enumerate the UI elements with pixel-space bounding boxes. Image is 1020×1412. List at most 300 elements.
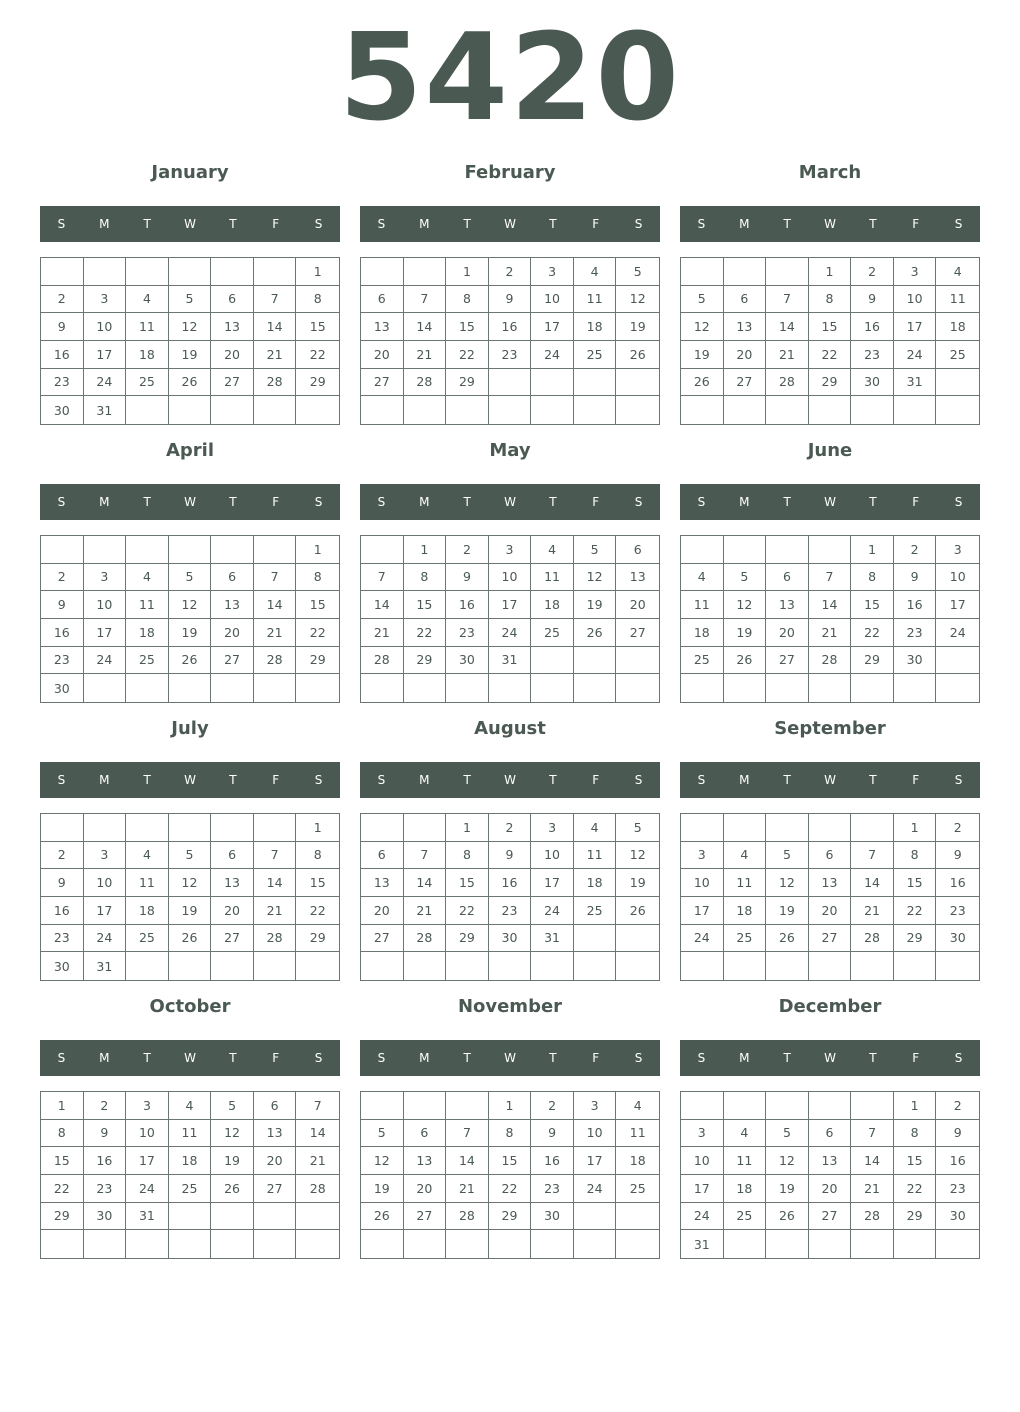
day-cell: 16 xyxy=(41,897,84,925)
day-cell: 18 xyxy=(126,897,169,925)
day-cell: 9 xyxy=(531,1120,574,1148)
weekday-label: T xyxy=(549,495,557,509)
empty-day-cell xyxy=(211,1203,254,1231)
day-cell: 13 xyxy=(404,1147,447,1175)
weekday-header xyxy=(680,206,980,242)
empty-day-cell xyxy=(766,1092,809,1120)
day-cell: 22 xyxy=(489,1175,532,1203)
day-cell: 26 xyxy=(724,647,767,675)
empty-day-cell xyxy=(894,674,937,702)
day-cell: 9 xyxy=(936,1120,979,1148)
weekday-label: S xyxy=(634,1051,643,1065)
empty-day-cell xyxy=(446,674,489,702)
day-cell: 22 xyxy=(446,897,489,925)
day-cell: 25 xyxy=(126,647,169,675)
day-cell: 29 xyxy=(296,925,339,953)
empty-day-cell xyxy=(41,1230,84,1258)
day-cell: 29 xyxy=(809,369,852,397)
month-name: October xyxy=(149,996,231,1017)
empty-day-cell xyxy=(41,814,84,842)
weekday-label: S xyxy=(634,495,643,509)
day-cell: 22 xyxy=(296,619,339,647)
day-cell: 16 xyxy=(41,341,84,369)
day-cell: 29 xyxy=(489,1203,532,1231)
day-cell: 15 xyxy=(851,591,894,619)
day-grid xyxy=(360,813,660,981)
weekday-label: W xyxy=(504,217,516,231)
day-cell: 4 xyxy=(681,564,724,592)
day-cell: 20 xyxy=(809,897,852,925)
day-cell: 15 xyxy=(446,869,489,897)
day-cell: 28 xyxy=(254,369,297,397)
day-cell: 11 xyxy=(574,286,617,314)
empty-day-cell xyxy=(84,674,127,702)
empty-day-cell xyxy=(84,1230,127,1258)
day-cell: 13 xyxy=(211,869,254,897)
weekday-header xyxy=(680,762,980,798)
day-cell: 25 xyxy=(531,619,574,647)
empty-day-cell xyxy=(126,674,169,702)
empty-day-cell xyxy=(169,536,212,564)
year-title: 5420 xyxy=(339,9,681,148)
weekday-label: T xyxy=(783,773,791,787)
day-cell: 28 xyxy=(851,1203,894,1231)
day-cell: 17 xyxy=(84,341,127,369)
empty-day-cell xyxy=(361,674,404,702)
empty-day-cell xyxy=(616,369,659,397)
day-cell: 15 xyxy=(809,313,852,341)
empty-day-cell xyxy=(254,1203,297,1231)
day-cell: 20 xyxy=(254,1147,297,1175)
weekday-label: T xyxy=(229,495,237,509)
day-cell: 10 xyxy=(936,564,979,592)
day-cell: 9 xyxy=(489,286,532,314)
day-cell: 8 xyxy=(894,842,937,870)
empty-day-cell xyxy=(296,1203,339,1231)
day-cell: 9 xyxy=(84,1120,127,1148)
day-cell: 27 xyxy=(211,647,254,675)
empty-day-cell xyxy=(574,925,617,953)
day-cell: 4 xyxy=(574,814,617,842)
day-cell: 27 xyxy=(809,1203,852,1231)
day-cell: 2 xyxy=(894,536,937,564)
month-name: August xyxy=(474,718,546,739)
day-cell: 6 xyxy=(809,1120,852,1148)
day-cell: 6 xyxy=(361,286,404,314)
day-cell: 27 xyxy=(254,1175,297,1203)
day-cell: 16 xyxy=(84,1147,127,1175)
weekday-label: T xyxy=(463,773,471,787)
empty-day-cell xyxy=(616,952,659,980)
empty-day-cell xyxy=(254,396,297,424)
day-cell: 20 xyxy=(361,341,404,369)
weekday-label: S xyxy=(314,1051,323,1065)
empty-day-cell xyxy=(724,1092,767,1120)
empty-day-cell xyxy=(616,1230,659,1258)
day-cell: 17 xyxy=(531,313,574,341)
weekday-label: F xyxy=(912,773,920,787)
day-cell: 3 xyxy=(84,286,127,314)
empty-day-cell xyxy=(361,396,404,424)
day-cell: 22 xyxy=(851,619,894,647)
day-cell: 11 xyxy=(936,286,979,314)
day-cell: 15 xyxy=(489,1147,532,1175)
day-cell: 1 xyxy=(296,258,339,286)
empty-day-cell xyxy=(574,369,617,397)
weekday-label: S xyxy=(954,773,963,787)
day-cell: 13 xyxy=(211,313,254,341)
day-cell: 5 xyxy=(616,814,659,842)
empty-day-cell xyxy=(361,814,404,842)
day-cell: 28 xyxy=(254,925,297,953)
empty-day-cell xyxy=(126,1230,169,1258)
day-cell: 5 xyxy=(169,842,212,870)
day-cell: 25 xyxy=(681,647,724,675)
day-cell: 21 xyxy=(851,1175,894,1203)
day-cell: 10 xyxy=(531,286,574,314)
day-cell: 22 xyxy=(296,341,339,369)
day-cell: 14 xyxy=(851,1147,894,1175)
weekday-label: S xyxy=(57,1051,66,1065)
day-cell: 6 xyxy=(404,1120,447,1148)
day-cell: 4 xyxy=(724,842,767,870)
day-cell: 11 xyxy=(169,1120,212,1148)
day-cell: 8 xyxy=(296,842,339,870)
day-cell: 11 xyxy=(681,591,724,619)
day-cell: 31 xyxy=(84,396,127,424)
day-cell: 22 xyxy=(404,619,447,647)
day-cell: 2 xyxy=(41,842,84,870)
day-cell: 8 xyxy=(809,286,852,314)
day-cell: 30 xyxy=(41,952,84,980)
day-cell: 14 xyxy=(254,591,297,619)
empty-day-cell xyxy=(681,536,724,564)
empty-day-cell xyxy=(254,814,297,842)
day-cell: 1 xyxy=(851,536,894,564)
day-cell: 24 xyxy=(936,619,979,647)
weekday-label: T xyxy=(143,495,151,509)
day-cell: 12 xyxy=(766,1147,809,1175)
weekday-header xyxy=(360,484,660,520)
day-cell: 20 xyxy=(809,1175,852,1203)
weekday-label: S xyxy=(57,773,66,787)
day-cell: 7 xyxy=(404,842,447,870)
day-cell: 1 xyxy=(489,1092,532,1120)
weekday-label: W xyxy=(504,773,516,787)
day-cell: 13 xyxy=(809,1147,852,1175)
day-cell: 27 xyxy=(211,925,254,953)
day-cell: 16 xyxy=(489,313,532,341)
weekday-label: T xyxy=(229,217,237,231)
day-cell: 6 xyxy=(211,842,254,870)
day-cell: 19 xyxy=(169,897,212,925)
empty-day-cell xyxy=(169,814,212,842)
day-cell: 26 xyxy=(681,369,724,397)
empty-day-cell xyxy=(404,1230,447,1258)
day-cell: 14 xyxy=(809,591,852,619)
day-cell: 7 xyxy=(766,286,809,314)
empty-day-cell xyxy=(404,674,447,702)
day-cell: 24 xyxy=(84,925,127,953)
empty-day-cell xyxy=(404,1092,447,1120)
day-cell: 12 xyxy=(211,1120,254,1148)
day-cell: 18 xyxy=(574,869,617,897)
day-cell: 27 xyxy=(361,925,404,953)
day-cell: 8 xyxy=(296,564,339,592)
day-cell: 8 xyxy=(446,286,489,314)
weekday-label: W xyxy=(824,217,836,231)
day-cell: 26 xyxy=(616,897,659,925)
empty-day-cell xyxy=(851,1230,894,1258)
empty-day-cell xyxy=(724,814,767,842)
day-cell: 19 xyxy=(616,869,659,897)
day-cell: 15 xyxy=(296,313,339,341)
day-cell: 2 xyxy=(936,1092,979,1120)
weekday-label: W xyxy=(184,495,196,509)
empty-day-cell xyxy=(361,536,404,564)
empty-day-cell xyxy=(254,258,297,286)
empty-day-cell xyxy=(809,536,852,564)
empty-day-cell xyxy=(809,396,852,424)
day-cell: 28 xyxy=(361,647,404,675)
empty-day-cell xyxy=(574,647,617,675)
weekday-label: T xyxy=(463,1051,471,1065)
empty-day-cell xyxy=(851,1092,894,1120)
empty-day-cell xyxy=(169,674,212,702)
empty-day-cell xyxy=(724,674,767,702)
day-cell: 16 xyxy=(936,869,979,897)
empty-day-cell xyxy=(126,814,169,842)
day-cell: 22 xyxy=(446,341,489,369)
day-cell: 21 xyxy=(254,897,297,925)
empty-day-cell xyxy=(936,674,979,702)
day-cell: 9 xyxy=(446,564,489,592)
day-cell: 24 xyxy=(84,647,127,675)
weekday-label: T xyxy=(783,1051,791,1065)
day-cell: 4 xyxy=(616,1092,659,1120)
weekday-label: F xyxy=(592,773,600,787)
day-cell: 10 xyxy=(126,1120,169,1148)
weekday-header xyxy=(680,1040,980,1076)
day-cell: 14 xyxy=(296,1120,339,1148)
empty-day-cell xyxy=(211,1230,254,1258)
day-cell: 19 xyxy=(211,1147,254,1175)
day-cell: 3 xyxy=(84,842,127,870)
day-cell: 11 xyxy=(531,564,574,592)
empty-day-cell xyxy=(531,369,574,397)
month-name: April xyxy=(165,440,215,461)
weekday-label: W xyxy=(824,773,836,787)
empty-day-cell xyxy=(766,258,809,286)
weekday-label: T xyxy=(869,495,877,509)
weekday-label: M xyxy=(739,217,750,231)
day-cell: 14 xyxy=(361,591,404,619)
weekday-label: T xyxy=(783,495,791,509)
weekday-label: W xyxy=(824,495,836,509)
empty-day-cell xyxy=(809,814,852,842)
day-cell: 17 xyxy=(574,1147,617,1175)
weekday-label: W xyxy=(504,495,516,509)
day-cell: 2 xyxy=(489,258,532,286)
day-cell: 20 xyxy=(616,591,659,619)
day-cell: 20 xyxy=(211,897,254,925)
day-cell: 30 xyxy=(41,396,84,424)
day-cell: 17 xyxy=(84,619,127,647)
empty-day-cell xyxy=(361,952,404,980)
day-cell: 4 xyxy=(126,286,169,314)
day-cell: 10 xyxy=(84,591,127,619)
empty-day-cell xyxy=(254,536,297,564)
weekday-label: S xyxy=(697,1051,706,1065)
day-cell: 10 xyxy=(894,286,937,314)
day-cell: 20 xyxy=(766,619,809,647)
empty-day-cell xyxy=(126,396,169,424)
empty-day-cell xyxy=(616,647,659,675)
day-cell: 10 xyxy=(574,1120,617,1148)
weekday-label: S xyxy=(57,495,66,509)
day-cell: 25 xyxy=(126,925,169,953)
day-cell: 24 xyxy=(681,925,724,953)
empty-day-cell xyxy=(489,674,532,702)
empty-day-cell xyxy=(446,1230,489,1258)
day-cell: 6 xyxy=(809,842,852,870)
weekday-header xyxy=(40,206,340,242)
empty-day-cell xyxy=(169,258,212,286)
day-cell: 30 xyxy=(84,1203,127,1231)
day-cell: 18 xyxy=(616,1147,659,1175)
weekday-label: T xyxy=(869,773,877,787)
day-cell: 5 xyxy=(169,286,212,314)
weekday-label: F xyxy=(912,495,920,509)
day-cell: 31 xyxy=(126,1203,169,1231)
day-cell: 12 xyxy=(169,591,212,619)
day-cell: 29 xyxy=(851,647,894,675)
day-cell: 8 xyxy=(894,1120,937,1148)
empty-day-cell xyxy=(616,396,659,424)
day-cell: 11 xyxy=(574,842,617,870)
weekday-label: M xyxy=(99,217,110,231)
day-cell: 13 xyxy=(254,1120,297,1148)
day-cell: 23 xyxy=(894,619,937,647)
day-cell: 27 xyxy=(766,647,809,675)
day-cell: 3 xyxy=(894,258,937,286)
weekday-header xyxy=(40,762,340,798)
day-cell: 9 xyxy=(894,564,937,592)
empty-day-cell xyxy=(254,952,297,980)
day-cell: 17 xyxy=(531,869,574,897)
weekday-label: T xyxy=(143,1051,151,1065)
day-cell: 21 xyxy=(446,1175,489,1203)
day-cell: 13 xyxy=(361,313,404,341)
empty-day-cell xyxy=(766,396,809,424)
empty-day-cell xyxy=(489,396,532,424)
day-cell: 3 xyxy=(681,842,724,870)
empty-day-cell xyxy=(84,814,127,842)
weekday-label: T xyxy=(869,1051,877,1065)
day-cell: 5 xyxy=(681,286,724,314)
day-cell: 20 xyxy=(724,341,767,369)
weekday-label: W xyxy=(184,773,196,787)
day-grid xyxy=(680,813,980,981)
empty-day-cell xyxy=(936,369,979,397)
day-cell: 20 xyxy=(361,897,404,925)
weekday-label: F xyxy=(272,773,280,787)
month-name: March xyxy=(798,162,862,183)
empty-day-cell xyxy=(851,814,894,842)
day-grid xyxy=(40,1091,340,1259)
day-cell: 4 xyxy=(126,842,169,870)
weekday-label: M xyxy=(739,773,750,787)
empty-day-cell xyxy=(211,258,254,286)
weekday-header xyxy=(40,1040,340,1076)
empty-day-cell xyxy=(489,1230,532,1258)
day-cell: 4 xyxy=(574,258,617,286)
day-cell: 17 xyxy=(681,1175,724,1203)
empty-day-cell xyxy=(169,1230,212,1258)
empty-day-cell xyxy=(681,396,724,424)
empty-day-cell xyxy=(531,1230,574,1258)
day-cell: 23 xyxy=(489,897,532,925)
weekday-label: M xyxy=(99,495,110,509)
weekday-label: S xyxy=(314,773,323,787)
day-cell: 21 xyxy=(361,619,404,647)
day-cell: 19 xyxy=(616,313,659,341)
day-cell: 30 xyxy=(936,1203,979,1231)
weekday-label: T xyxy=(143,217,151,231)
day-cell: 27 xyxy=(211,369,254,397)
day-cell: 25 xyxy=(724,925,767,953)
day-cell: 31 xyxy=(84,952,127,980)
empty-day-cell xyxy=(894,396,937,424)
empty-day-cell xyxy=(724,396,767,424)
empty-day-cell xyxy=(296,952,339,980)
day-cell: 3 xyxy=(126,1092,169,1120)
empty-day-cell xyxy=(489,369,532,397)
empty-day-cell xyxy=(296,674,339,702)
day-cell: 23 xyxy=(446,619,489,647)
day-cell: 9 xyxy=(851,286,894,314)
empty-day-cell xyxy=(169,952,212,980)
day-cell: 3 xyxy=(936,536,979,564)
day-cell: 4 xyxy=(531,536,574,564)
month-name: July xyxy=(171,718,209,739)
weekday-label: S xyxy=(634,773,643,787)
day-cell: 10 xyxy=(489,564,532,592)
day-cell: 13 xyxy=(766,591,809,619)
day-cell: 8 xyxy=(489,1120,532,1148)
day-cell: 19 xyxy=(361,1175,404,1203)
day-cell: 21 xyxy=(254,341,297,369)
empty-day-cell xyxy=(404,396,447,424)
weekday-label: F xyxy=(272,495,280,509)
day-cell: 2 xyxy=(489,814,532,842)
empty-day-cell xyxy=(936,396,979,424)
day-cell: 1 xyxy=(894,1092,937,1120)
day-cell: 14 xyxy=(446,1147,489,1175)
weekday-label: M xyxy=(739,1051,750,1065)
day-cell: 5 xyxy=(169,564,212,592)
day-cell: 30 xyxy=(41,674,84,702)
day-cell: 17 xyxy=(681,897,724,925)
empty-day-cell xyxy=(41,258,84,286)
day-cell: 5 xyxy=(361,1120,404,1148)
day-cell: 16 xyxy=(489,869,532,897)
empty-day-cell xyxy=(616,1203,659,1231)
day-cell: 17 xyxy=(894,313,937,341)
day-cell: 28 xyxy=(766,369,809,397)
empty-day-cell xyxy=(531,396,574,424)
day-cell: 29 xyxy=(41,1203,84,1231)
